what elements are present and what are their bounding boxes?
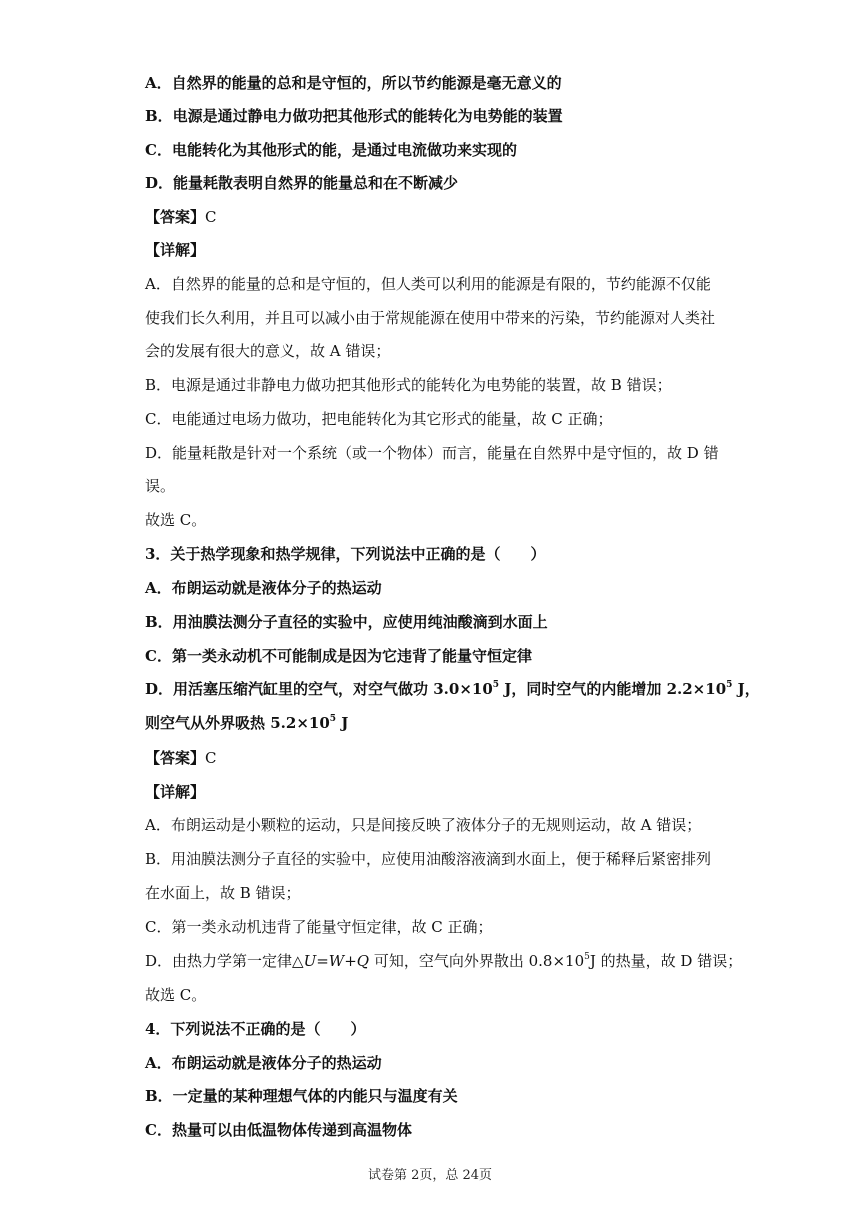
- q3-option-d-text: J: [336, 714, 349, 732]
- q3-option-d-text: D．用活塞压缩汽缸里的空气，对空气做功 3.0×10: [145, 680, 493, 698]
- formula: U=W+Q: [303, 952, 370, 970]
- q3-detail-text: J 的热量，故 D 错误；: [589, 952, 743, 970]
- q4-option-c: C．热量可以由低温物体传递到高温物体: [145, 1121, 412, 1139]
- q2-answer: [145, 207, 725, 227]
- q3-option-d-continued: [145, 713, 725, 733]
- q2-detail-line: B．电源是通过非静电力做功把其他形式的能转化为电势能的装置，故 B 错误；: [145, 376, 672, 394]
- q3-detail-line: A．布朗运动是小颗粒的运动，只是间接反映了液体分子的无规则运动，故 A 错误；: [145, 816, 702, 834]
- q3-option-c: C．第一类永动机不可能制成是因为它违背了能量守恒定律: [145, 647, 532, 665]
- q4-stem: 4．下列说法不正确的是（ ）: [145, 1020, 366, 1038]
- q2-detail-line: A．自然界的能量的总和是守恒的，但人类可以利用的能源是有限的，节约能源不仅能: [145, 275, 711, 293]
- q2-option-d: D．能量耗散表明自然界的能量总和在不断减少: [145, 174, 459, 192]
- q2-option-b: B．电源是通过静电力做功把其他形式的能转化为电势能的装置: [145, 107, 563, 125]
- q3-conclusion: 故选 C。: [145, 986, 207, 1004]
- exponent: 5: [584, 952, 590, 962]
- q2-detail-line: 会的发展有很大的意义，故 A 错误；: [145, 342, 391, 360]
- q3-option-b: B．用油膜法测分子直径的实验中，应使用纯油酸滴到水面上: [145, 613, 548, 631]
- q3-detail-text: 可知，空气向外界散出 0.8×10: [369, 952, 585, 970]
- answer-label: 【答案】: [145, 749, 206, 767]
- q3-option-d-text: 则空气从外界吸热 5.2×10: [145, 714, 330, 732]
- q2-detail-line: C．电能通过电场力做功，把电能转化为其它形式的能量，故 C 正确；: [145, 410, 613, 428]
- q3-stem: 3．关于热学现象和热学规律，下列说法中正确的是（ ）: [145, 545, 546, 563]
- q4-option-b: B．一定量的某种理想气体的内能只与温度有关: [145, 1087, 458, 1105]
- q3-option-d: [145, 679, 760, 699]
- q3-detail-line: 在水面上，故 B 错误；: [145, 884, 301, 902]
- page-footer: 试卷第 2页，总 24页: [367, 1168, 493, 1183]
- q2-detail-line: D．能量耗散是针对一个系统（或一个物体）而言，能量在自然界中是守恒的，故 D 错: [145, 444, 719, 462]
- exponent: 5: [329, 714, 337, 724]
- q2-detail-line: 使我们长久利用，并且可以减小由于常规能源在使用中带来的污染，节约能源对人类社: [145, 309, 716, 327]
- answer-value: C: [205, 749, 217, 767]
- q2-option-c: C．电能转化为其他形式的能，是通过电流做功来实现的: [145, 141, 517, 159]
- q3-detail-label: 【详解】: [145, 783, 206, 801]
- q2-detail-line: 误。: [145, 477, 176, 495]
- answer-value: C: [205, 208, 217, 226]
- q2-detail-line: 故选 C。: [145, 511, 207, 529]
- q3-answer: [145, 748, 725, 768]
- q2-detail-label: 【详解】: [145, 241, 206, 259]
- q3-option-a: A．布朗运动就是液体分子的热运动: [145, 579, 382, 597]
- q3-option-d-text: J，: [732, 680, 760, 698]
- q3-option-d-text: J，同时空气的内能增加 2.2×10: [499, 680, 727, 698]
- q3-detail-line: B．用油膜法测分子直径的实验中，应使用油酸溶液滴到水面上，便于稀释后紧密排列: [145, 850, 712, 868]
- q4-option-a: A．布朗运动就是液体分子的热运动: [145, 1054, 382, 1072]
- answer-label: 【答案】: [145, 208, 206, 226]
- q3-detail-line: C．第一类永动机违背了能量守恒定律，故 C 正确；: [145, 918, 493, 936]
- q3-detail-text: D．由热力学第一定律△: [145, 952, 304, 970]
- exponent: 5: [492, 680, 500, 690]
- q3-detail-line-d: [145, 951, 743, 971]
- exponent: 5: [726, 680, 733, 690]
- q2-option-a: A．自然界的能量的总和是守恒的，所以节约能源是毫无意义的: [145, 74, 562, 92]
